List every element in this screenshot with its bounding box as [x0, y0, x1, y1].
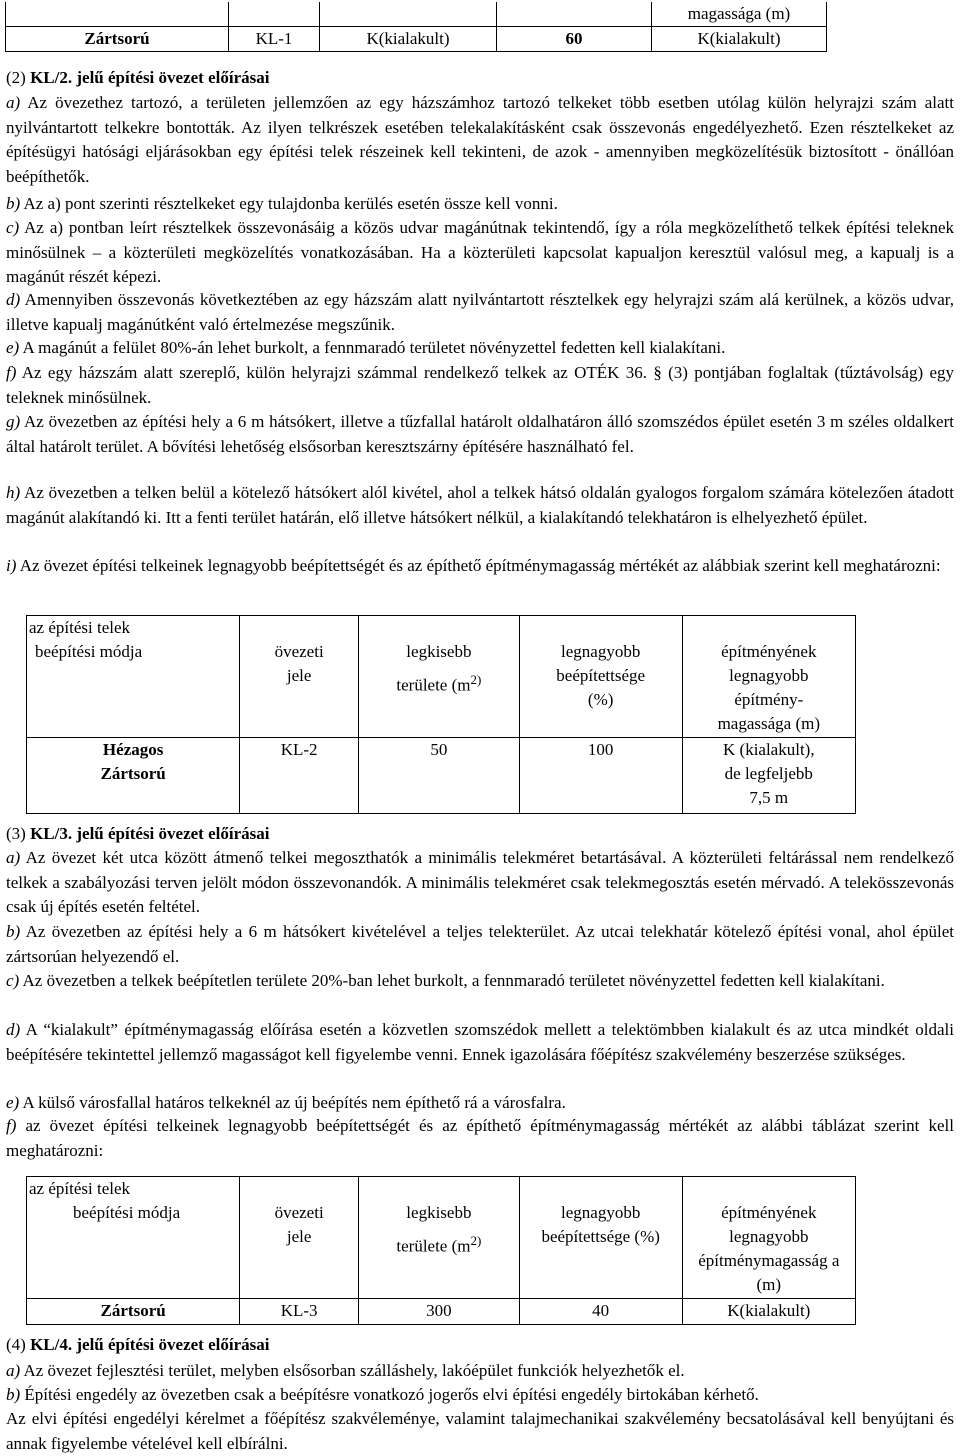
t3-row-cell: K(kialakult) [682, 1299, 855, 1325]
t2-header-col2: övezeti jele [240, 616, 359, 738]
t2-row-col5: K (kialakult), de legfeljebb 7,5 m [682, 738, 855, 814]
t3-row-cell: Zártsorú [27, 1299, 240, 1325]
t2-header-col1: az építési telek beépítési módja [27, 616, 240, 738]
kl4-last: Az elvi építési engedélyi kérelmet a főépítész szakvéleménye, valamint talajmechanikai szakvélemény becsatolásával kell benyújtani és annak figyelembe vételével kell elbírálni. [6, 1409, 954, 1453]
kl2-d: d) Amennyiben összevonás következtében az egy házszám alatt nyilvántartott résztelkek egy helyrajzi szám alá kerülnek, a közös udvar, illetve kapualj magánútként való értelmezése megszűnik. [6, 290, 954, 334]
t2-header-col4: legnagyobb beépítettsége (%) [519, 616, 682, 738]
t2-header-col5: építményének legnagyobb építmény- magassága (m) [682, 616, 855, 738]
top-table-cell: 60 [497, 27, 652, 52]
kl4-heading: (4) KL/4. jelű építési övezet előírásai [6, 1335, 270, 1354]
kl3-heading: (3) KL/3. jelű építési övezet előírásai [6, 824, 270, 843]
t3-row-cell: 300 [359, 1299, 520, 1325]
t3-header-col2: övezeti jele [240, 1177, 359, 1299]
kl4-b: b) Építési engedély az övezetben csak a beépítésre vonatkozó jogerős elvi építési engedély birtokában kérhető. [6, 1385, 759, 1404]
kl3-c: c) Az övezetben a telkek beépítetlen területe 20%-ban lehet burkolt, a fennmaradó területet növényzettel fedetten kell kialakítani. [6, 971, 885, 990]
kl2-f: f) Az egy házszám alatt szereplő, külön helyrajzi számmal rendelkező telkek az OTÉK 36. § (3) pontjában foglaltak (tűztávolság) egy teleknek minősülnek. [6, 363, 954, 407]
kl2-table [26, 615, 856, 814]
kl2-b: b) Az a) pont szerinti résztelkeket egy tulajdonba kerülés esetén össze kell vonni. [6, 194, 558, 213]
top-table-cell: KL-1 [229, 27, 320, 52]
top-table-cell: K(kialakult) [320, 27, 497, 52]
top-table-cell: Zártsorú [6, 27, 229, 52]
kl4-a: a) Az övezet fejlesztési terület, melyben elsősorban szálláshely, lakóépület funkciók helyezhetők el. [6, 1361, 685, 1380]
kl3-d: d) A “kialakult” építménymagasság előírása esetén a közvetlen szomszédok mellett a telektömbben kialakult és az utca mindkét oldali beépítésére tekintettel jellemző magasságot kell figyelembe venni. Ennek igazolására főépítész szakvélemény beszerzése szükséges. [6, 1020, 954, 1064]
kl2-i: i) Az övezet építési telkeinek legnagyobb beépítettségét és az építhető építménymagasság mértékét az alábbiak szerint kell meghatározni: [6, 556, 941, 575]
kl3-e: e) A külső városfallal határos telkeknél az új beépítés nem építhető rá a városfalra. [6, 1093, 566, 1112]
t3-row-cell: 40 [519, 1299, 682, 1325]
kl2-h: h) Az övezetben a telken belül a kötelező hátsókert alól kivétel, ahol a telkek hátsó oldalán gyalogos forgalom számára kötelezően átadott magánút alakítandó ki. Itt a fenti terület határán, elő illetve hátsókert nélkül, a kialakítandó telekhatáron is elhelyezhető épület. [6, 483, 954, 527]
kl2-a: a) Az övezethez tartozó, a területen jellemzően az egy házszámhoz tartozó telkeket több esetben utólag külön helyrajzi szám alatt nyilvántartott telkekre bontották. Az ilyen telkrészek esetében telekalakításként csak összevonás engedélyezhető. Ezen résztelkeket az építésügyi hatósági eljárásokban egy építési telek részeinek kell tekinteni, de azok - amennyiben megközelítésük biztosított - önállóan beépíthetők. [6, 93, 954, 186]
kl3-table [26, 1176, 856, 1325]
kl3-f: f) az övezet építési telkeinek legnagyobb beépítettségét és az építhető építménymagasság mértékét az alábbi táblázat szerint kell meghatározni: [6, 1116, 954, 1160]
t2-row-col1: Hézagos Zártsorú [27, 738, 240, 814]
top-table-cell: K(kialakult) [652, 27, 827, 52]
top-table-header-tail: magassága (m) [652, 2, 827, 27]
kl3-a: a) Az övezet két utca között átmenő telkei megoszthatók a minimális telekméret betartásával. A közterületi feltárással nem rendelkező telkek a szabályozási terven jelölt módon összevonandók. A minimális telekméret csak telekmegosztás esetén mérvadó. A telekösszevonás csak új építés esetén feltétel. [6, 848, 954, 916]
kl2-g: g) Az övezetben az építési hely a 6 m hátsókert, illetve a tűzfallal határolt oldalhatáron álló szomszédos épület esetén 3 m széles oldalkert által határolt terület. A bővítési lehetőség elsősorban keresztszárny építésére használható fel. [6, 412, 954, 456]
t2-header-col3: legkisebb területe ($m^{2)}$ [359, 616, 520, 738]
t3-header-col3: legkisebb területe ($m^{2)}$ [359, 1177, 520, 1299]
t3-header-col5: építményének legnagyobb építménymagasság a (m) [682, 1177, 855, 1299]
t3-header-col1: az építési telek beépítési módja [27, 1177, 240, 1299]
kl2-heading: (2) KL/2. jelű építési övezet előírásai [6, 68, 270, 87]
t3-row-cell: KL-3 [240, 1299, 359, 1325]
t3-header-col4: legnagyobb beépítettsége (%) [519, 1177, 682, 1299]
kl2-e: e) A magánút a felület 80%-án lehet burkolt, a fennmaradó területet növényzettel fedetten kell kialakítani. [6, 338, 726, 357]
kl3-b: b) Az övezetben az építési hely a 6 m hátsókert kivételével a teljes telekterület. Az utcai telekhatár kötelező építési vonal, ahol épület zártsorúan helyezendő el. [6, 922, 954, 966]
t2-row-col2: KL-2 [240, 738, 359, 814]
kl2-c: c) Az a) pontban leírt résztelkek összevonásáig a közös udvar magánútnak tekintendő, így a róla megközelíthető telkek építési teleknek minősülnek – a közterületi megközelítés vonatkozásában. Ha a közterületi kapcsolat kapualjon keresztül valósul meg, a kapualj is a magánút részét képezi. [6, 218, 954, 286]
t2-row-col3: 50 [359, 738, 520, 814]
top-table [5, 2, 827, 52]
t2-row-col4: 100 [519, 738, 682, 814]
